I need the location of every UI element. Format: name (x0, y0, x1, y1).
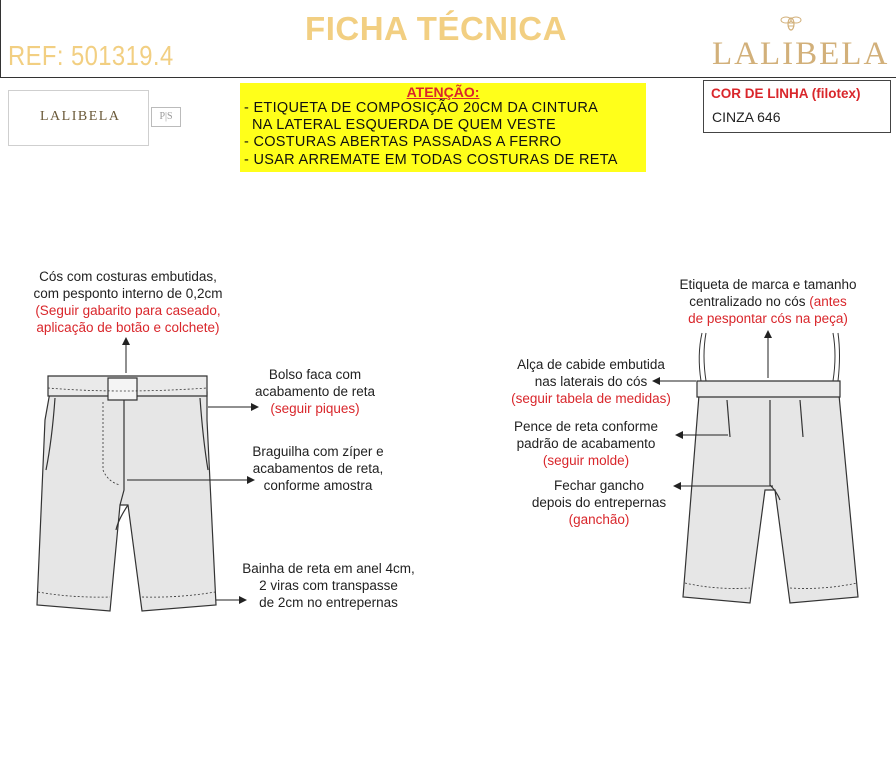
note-red-text: (seguir molde) (542, 453, 630, 468)
note-text: Pence de reta conforme (513, 419, 659, 434)
note-red-text: (antes (809, 294, 847, 309)
attention-line: - ETIQUETA DE COMPOSIÇÃO 20CM DA CINTURA (244, 100, 599, 116)
thread-color-title: COR DE LINHA (filotex) (711, 86, 861, 101)
note-red-text: (seguir piques) (270, 401, 360, 416)
note-text: Bolso faca com (268, 367, 362, 382)
note-red-text: aplicação de botão e colchete) (36, 320, 220, 335)
note-crotch (514, 477, 684, 528)
note-dart (500, 418, 672, 469)
note-text: padrão de acabamento (516, 436, 656, 451)
note-text: nas laterais do cós (534, 374, 648, 389)
note-text: Bainha de reta em anel 4cm, (242, 561, 415, 576)
note-red-text: de pespontar cós na peça) (688, 311, 848, 326)
note-red-text: (ganchão) (568, 512, 630, 527)
attention-line: - COSTURAS ABERTAS PASSADAS A FERRO (244, 134, 562, 150)
note-text: 2 viras com transpasse (259, 578, 398, 593)
note-text: Fechar gancho (553, 478, 645, 493)
brand-label-text: LALIBELA (40, 109, 121, 124)
note-text: Cós com costuras embutidas, (39, 269, 217, 284)
note-waistband (22, 268, 234, 336)
attention-line: NA LATERAL ESQUERDA DE QUEM VESTE (252, 117, 557, 133)
note-red-text: (Seguir gabarito para caseado, (35, 303, 221, 318)
attention-line: - USAR ARREMATE EM TODAS COSTURAS DE RETA (244, 152, 618, 168)
note-text: centralizado no cós (689, 294, 810, 309)
note-text: depois do entrepernas (531, 495, 667, 510)
note-text: Braguilha com zíper e (252, 444, 384, 459)
note-text: Alça de cabide embutida (517, 357, 665, 372)
note-text: Etiqueta de marca e tamanho (679, 277, 857, 292)
thread-color-value: CINZA 646 (712, 109, 781, 125)
note-hanger-loop (496, 356, 686, 407)
page-title: FICHA TÉCNICA (305, 10, 567, 47)
brand-logo-text: LALIBELA (712, 36, 890, 72)
reference-code: REF: 501319.4 (8, 40, 174, 71)
back-shorts-drawing (683, 333, 858, 603)
note-text: acabamento de reta (254, 384, 376, 399)
note-fly (238, 443, 398, 494)
note-red-text: (seguir tabela de medidas) (511, 391, 671, 406)
note-brand-label (664, 276, 872, 327)
ps-tag: P|S (151, 107, 181, 127)
note-text: de 2cm no entrepernas (259, 595, 398, 610)
front-shorts-drawing (37, 376, 216, 611)
attention-title: ATENÇÃO: (406, 84, 480, 100)
note-text: acabamentos de reta, (252, 461, 384, 476)
note-text: conforme amostra (263, 478, 373, 493)
note-hem (226, 560, 431, 611)
note-pocket (240, 366, 390, 417)
note-text: com pesponto interno de 0,2cm (33, 286, 223, 301)
